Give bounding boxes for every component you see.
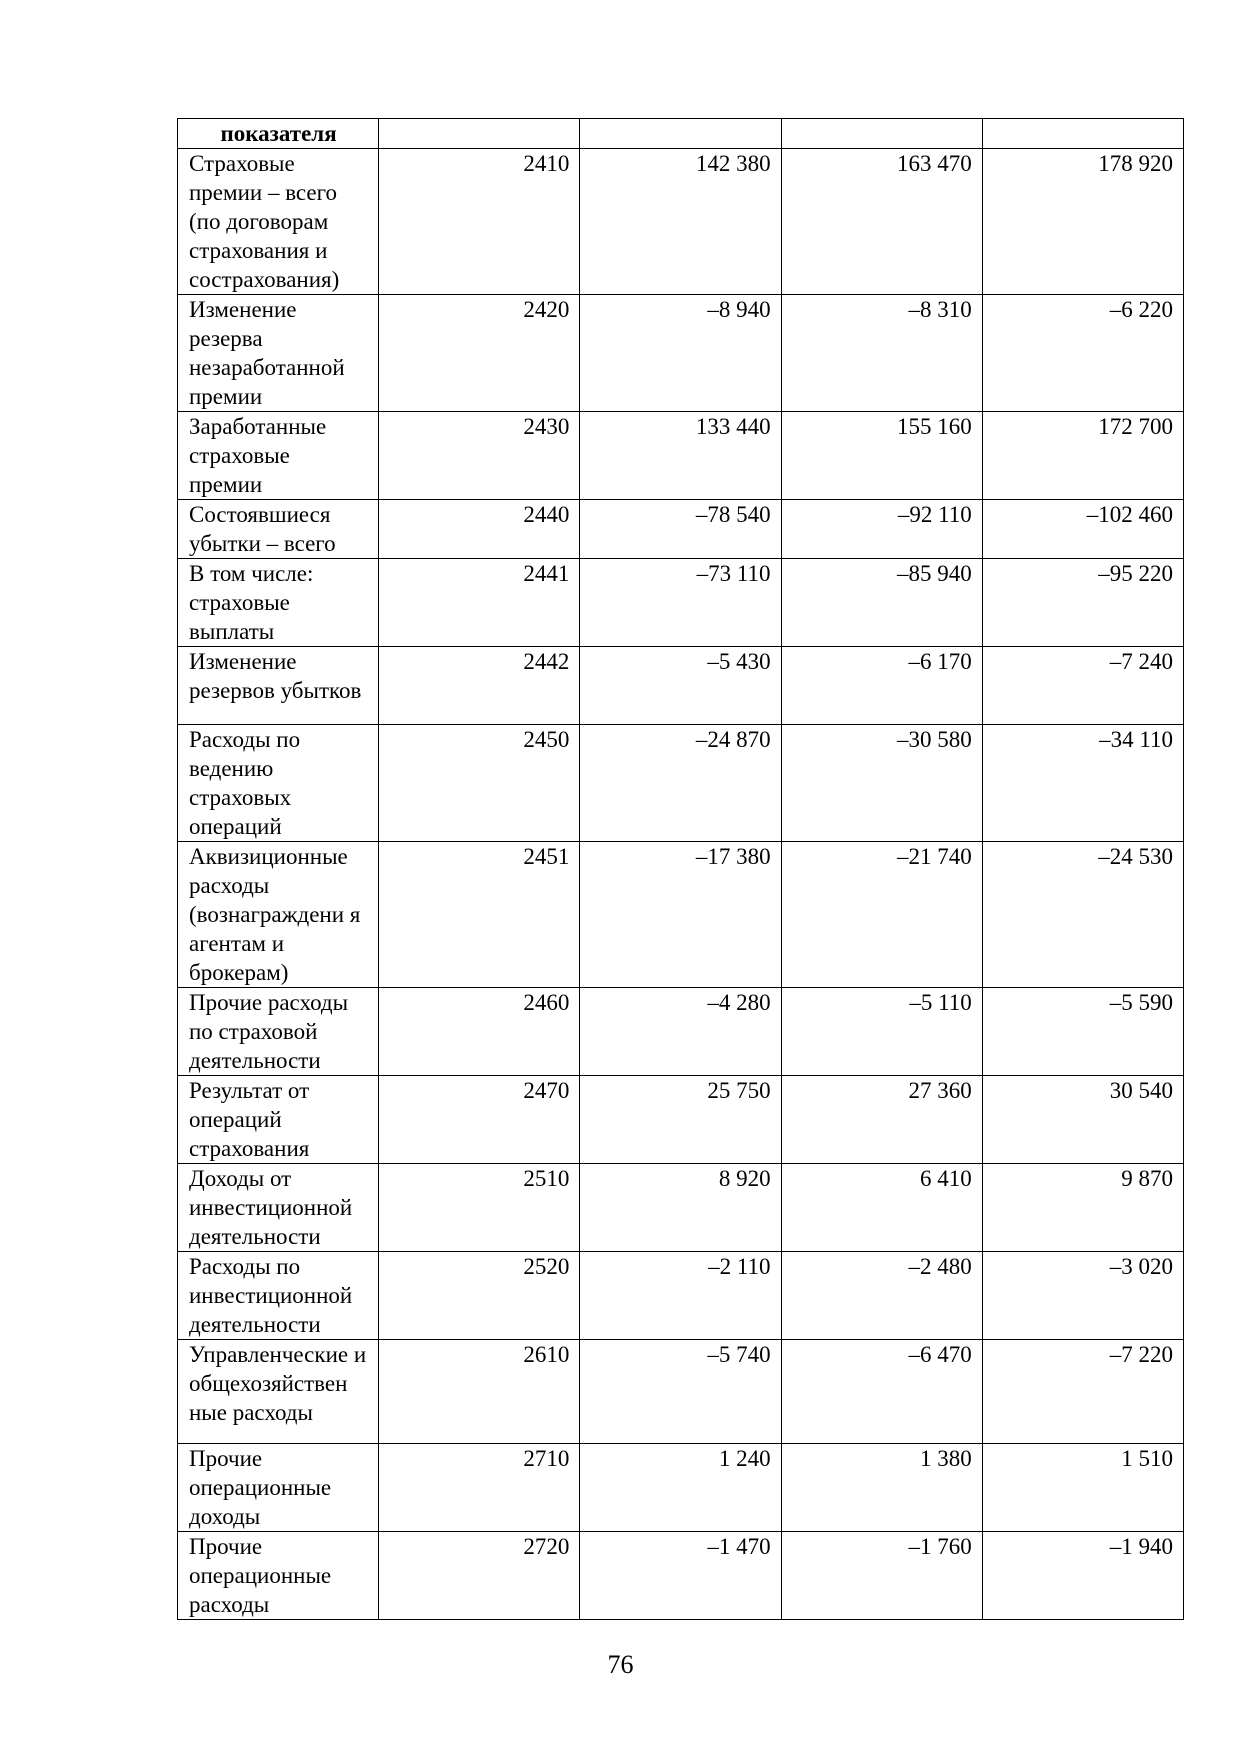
line-code-cell: 2520 (379, 1252, 580, 1340)
page-number: 76 (607, 1650, 634, 1679)
header-cell-value-1 (580, 119, 781, 149)
line-code-cell: 2720 (379, 1532, 580, 1620)
value-cell-1: 25 750 (580, 1076, 781, 1164)
value-cell-3: –24 530 (982, 842, 1183, 988)
value-cell-1: –5 740 (580, 1340, 781, 1444)
indicator-name-cell: Прочие операционные расходы (178, 1532, 379, 1620)
table-row (178, 1076, 1184, 1164)
table-row (178, 1164, 1184, 1252)
value-cell-1: –78 540 (580, 500, 781, 559)
value-cell-3: –102 460 (982, 500, 1183, 559)
value-cell-2: 155 160 (781, 412, 982, 500)
value-cell-2: –1 760 (781, 1532, 982, 1620)
value-cell-1: –4 280 (580, 988, 781, 1076)
line-code-cell: 2610 (379, 1340, 580, 1444)
indicator-name-cell: Заработанные страховые премии (178, 412, 379, 500)
financial-results-table (177, 118, 1184, 1620)
header-cell-value-2 (781, 119, 982, 149)
line-code-cell: 2442 (379, 647, 580, 725)
indicator-name-cell: Управленческие и общехозяйствен ные расходы (178, 1340, 379, 1444)
header-cell-value-3 (982, 119, 1183, 149)
indicator-name-cell: Прочие операционные доходы (178, 1444, 379, 1532)
indicator-name-cell: В том числе: страховые выплаты (178, 559, 379, 647)
value-cell-2: –6 170 (781, 647, 982, 725)
value-cell-2: –2 480 (781, 1252, 982, 1340)
line-code-cell: 2450 (379, 725, 580, 842)
value-cell-1: –8 940 (580, 295, 781, 412)
value-cell-3: 9 870 (982, 1164, 1183, 1252)
indicator-name-cell: Расходы по ведению страховых операций (178, 725, 379, 842)
table-row (178, 725, 1184, 842)
table-row (178, 1532, 1184, 1620)
value-cell-1: –1 470 (580, 1532, 781, 1620)
table-body (178, 119, 1184, 1620)
indicator-name-cell: Изменение резервов убытков (178, 647, 379, 725)
value-cell-1: –5 430 (580, 647, 781, 725)
value-cell-1: –73 110 (580, 559, 781, 647)
indicator-name-cell: Прочие расходы по страховой деятельности (178, 988, 379, 1076)
line-code-cell: 2420 (379, 295, 580, 412)
indicator-name-cell: Доходы от инвестиционной деятельности (178, 1164, 379, 1252)
value-cell-2: 163 470 (781, 149, 982, 295)
line-code-cell: 2510 (379, 1164, 580, 1252)
value-cell-1: –24 870 (580, 725, 781, 842)
value-cell-3: –5 590 (982, 988, 1183, 1076)
value-cell-2: –5 110 (781, 988, 982, 1076)
value-cell-2: –92 110 (781, 500, 982, 559)
value-cell-1: –17 380 (580, 842, 781, 988)
value-cell-3: 178 920 (982, 149, 1183, 295)
value-cell-2: –8 310 (781, 295, 982, 412)
indicator-name-cell: Изменение резерва незаработанной премии (178, 295, 379, 412)
value-cell-2: –6 470 (781, 1340, 982, 1444)
table-row (178, 500, 1184, 559)
value-cell-1: 142 380 (580, 149, 781, 295)
line-code-cell: 2430 (379, 412, 580, 500)
table-row (178, 842, 1184, 988)
header-cell-code (379, 119, 580, 149)
value-cell-2: –30 580 (781, 725, 982, 842)
table-row (178, 1444, 1184, 1532)
header-cell-indicator: показателя (178, 119, 379, 149)
table-row (178, 1340, 1184, 1444)
line-code-cell: 2470 (379, 1076, 580, 1164)
indicator-name-cell: Расходы по инвестиционной деятельности (178, 1252, 379, 1340)
value-cell-2: 6 410 (781, 1164, 982, 1252)
value-cell-3: –95 220 (982, 559, 1183, 647)
table-row (178, 1252, 1184, 1340)
value-cell-2: 27 360 (781, 1076, 982, 1164)
value-cell-1: 1 240 (580, 1444, 781, 1532)
value-cell-1: –2 110 (580, 1252, 781, 1340)
line-code-cell: 2440 (379, 500, 580, 559)
value-cell-2: –21 740 (781, 842, 982, 988)
table-row (178, 559, 1184, 647)
indicator-name-cell: Состоявшиеся убытки – всего (178, 500, 379, 559)
table-row (178, 988, 1184, 1076)
line-code-cell: 2451 (379, 842, 580, 988)
value-cell-3: –6 220 (982, 295, 1183, 412)
value-cell-2: –85 940 (781, 559, 982, 647)
table-row (178, 295, 1184, 412)
table-row (178, 412, 1184, 500)
value-cell-3: 1 510 (982, 1444, 1183, 1532)
line-code-cell: 2460 (379, 988, 580, 1076)
indicator-name-cell: Аквизиционные расходы (вознаграждени я агентам и брокерам) (178, 842, 379, 988)
value-cell-3: –7 240 (982, 647, 1183, 725)
value-cell-3: –3 020 (982, 1252, 1183, 1340)
value-cell-2: 1 380 (781, 1444, 982, 1532)
line-code-cell: 2410 (379, 149, 580, 295)
value-cell-3: –1 940 (982, 1532, 1183, 1620)
table-row (178, 647, 1184, 725)
table-header-row (178, 119, 1184, 149)
value-cell-3: 172 700 (982, 412, 1183, 500)
indicator-name-cell: Результат от операций страхования (178, 1076, 379, 1164)
indicator-name-cell: Страховые премии – всего (по договорам страхования и сострахования) (178, 149, 379, 295)
value-cell-1: 8 920 (580, 1164, 781, 1252)
table-row (178, 149, 1184, 295)
value-cell-3: –7 220 (982, 1340, 1183, 1444)
line-code-cell: 2710 (379, 1444, 580, 1532)
line-code-cell: 2441 (379, 559, 580, 647)
value-cell-3: –34 110 (982, 725, 1183, 842)
value-cell-1: 133 440 (580, 412, 781, 500)
value-cell-3: 30 540 (982, 1076, 1183, 1164)
